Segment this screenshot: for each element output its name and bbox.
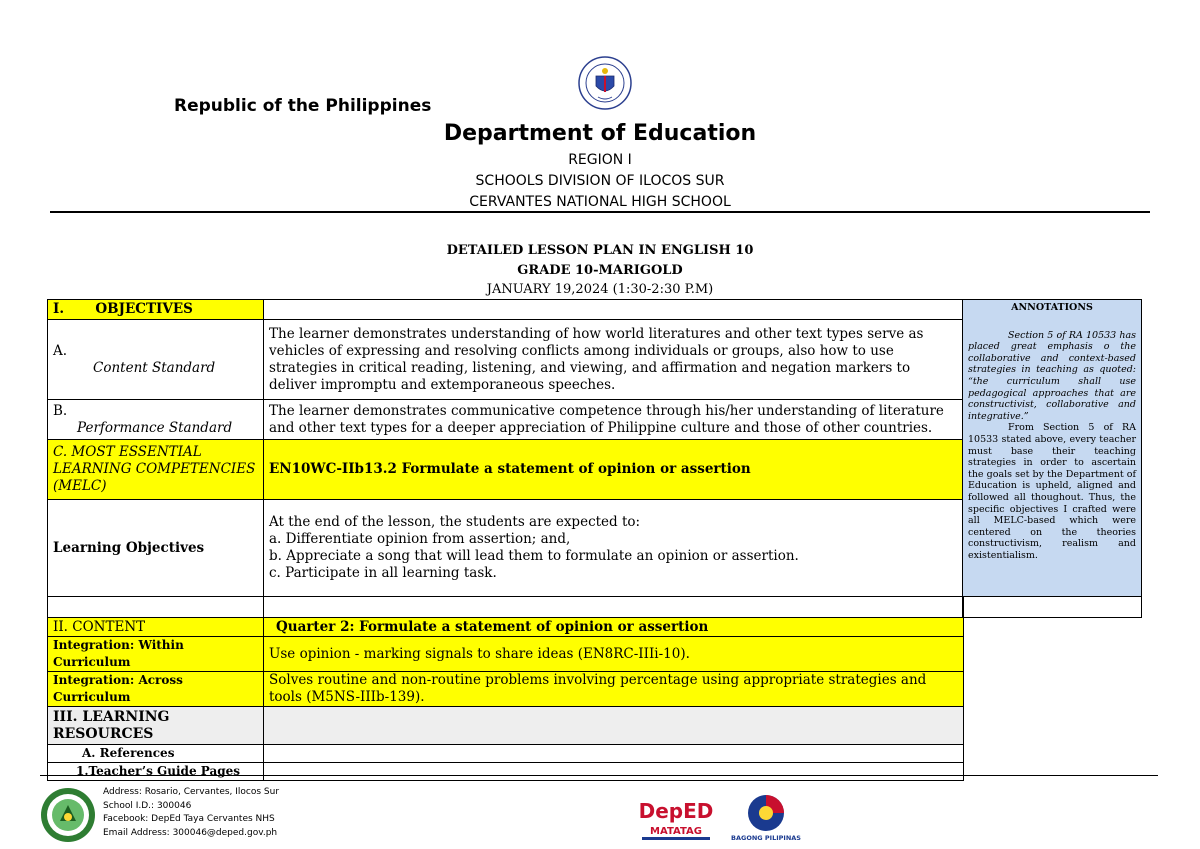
content-standard-label: Content Standard [93,359,216,376]
footer-contact-block [103,786,279,840]
within-curriculum-row [48,637,964,672]
spacer-cell [48,597,264,618]
content-standard-label-cell [48,320,264,400]
objectives-blank-cell [264,300,964,320]
footer-school-id: School I.D.: 300046 [103,800,192,811]
melc-text: EN10WC-IIb13.2 Formulate a statement of opinion or assertion [264,440,964,500]
annotation-paragraph: From Section 5 of RA 10533 stated above, every teacher must base their teaching strategies in order to ascertain the goals set by the Department of Education is upheld, aligned and followed all thoughout. Thus, the specific objectives I crafted were all MELC-based which were centered on the theories constructivism, realism and existentialism. [968,422,1136,561]
references-blank [264,745,964,763]
division-line: SCHOOLS DIVISION OF ILOCOS SUR [475,173,725,189]
melc-label: C. MOST ESSENTIAL LEARNING COMPETENCIES (MELC) [48,440,264,500]
learning-objective-item: b. Appreciate a song that will lead them to formulate an opinion or assertion. [269,548,799,564]
performance-standard-label: Performance Standard [77,419,233,436]
melc-row [48,440,964,500]
school-seal-icon [40,787,96,843]
annotations-panel [962,299,1142,597]
spacer-cell [264,597,964,618]
references-label: A. References [48,745,264,763]
annotation-paragraph: Section 5 of RA 10533 has placed great emphasis o the collaborative and context-based strategies in teaching as quoted: “the curriculum shall use pedagogical approaches that are constructivist, collaborative and integrative.” [968,329,1136,422]
learning-resources-label: III. LEARNING RESOURCES [48,707,264,745]
lesson-plan-table [47,299,964,781]
across-curriculum-text: Solves routine and non-routine problems involving percentage using appropriate strategies and tools (M5NS-IIIb-139). [264,672,964,707]
deped-matatag-logo [636,796,716,842]
region-line: REGION I [568,152,632,168]
plan-date: JANUARY 19,2024 (1:30-2:30 P.M) [486,282,714,297]
performance-standard-text: The learner demonstrates communicative competence through his/her understanding of literature and other text types for a deeper appreciation of Philippine culture and those of other countries. [264,400,964,440]
learning-objectives-row [48,500,964,597]
footer-facebook: Facebook: DepEd Taya Cervantes NHS [103,814,275,824]
footer-email: Email Address: 300046@deped.gov.ph [103,827,278,838]
learning-objectives-cell [264,500,964,597]
header-divider [50,211,1150,213]
learning-resources-row [48,707,964,745]
annotations-title: ANNOTATIONS [1011,302,1093,313]
bagong-pilipinas-text: BAGONG PILIPINAS [731,834,801,842]
annotations-spacer-cell [962,597,1142,618]
performance-standard-letter: B. [53,402,68,419]
content-label: II. CONTENT [48,618,264,637]
learning-objectives-intro: At the end of the lesson, the students are expected to: [269,514,641,530]
deped-seal-icon [578,56,632,110]
content-standard-text: The learner demonstrates understanding of how world literatures and other text types serve as vehicles of expressing and resolving conflicts among individuals or groups, also how to use strategies in critical reading, listening, and viewing, and affirmation and negation markers to deliver impromptu and extemporaneous speeches. [264,320,964,400]
within-curriculum-label: Integration: Within Curriculum [48,637,264,672]
school-line: CERVANTES NATIONAL HIGH SCHOOL [469,194,731,210]
content-text: Quarter 2: Formulate a statement of opinion or assertion [264,618,964,637]
republic-heading: Republic of the Philippines [174,96,432,116]
learning-objectives-label: Learning Objectives [48,500,264,597]
content-standard-letter: A. [53,342,68,359]
objectives-heading-cell [48,300,264,320]
learning-objective-item: c. Participate in all learning task. [269,565,497,581]
objectives-heading: OBJECTIVES [95,301,193,317]
footer-divider [40,775,1158,776]
teachers-guide-blank [264,763,964,781]
references-row [48,745,964,763]
learning-resources-blank [264,707,964,745]
across-curriculum-label: Integration: Across Curriculum [48,672,264,707]
teachers-guide-label: 1.Teacher’s Guide Pages [48,763,264,781]
bagong-pilipinas-logo [730,793,802,843]
plan-title: DETAILED LESSON PLAN IN ENGLISH 10 [446,243,754,258]
department-heading: Department of Education [443,121,757,146]
performance-standard-row [48,400,964,440]
learning-objective-item: a. Differentiate opinion from assertion; and, [269,531,571,547]
content-standard-row [48,320,964,400]
across-curriculum-row [48,672,964,707]
objectives-row [48,300,964,320]
content-row [48,618,964,637]
performance-standard-label-cell [48,400,264,440]
matatag-logo-text: MATATAG [650,826,702,837]
within-curriculum-text: Use opinion - marking signals to share ideas (EN8RC-IIIi-10). [264,637,964,672]
spacer-row [48,597,964,618]
footer-address: Address: Rosario, Cervantes, Ilocos Sur [103,787,280,797]
plan-grade: GRADE 10-MARIGOLD [517,263,683,278]
deped-logo-text: DepED [638,799,714,823]
teachers-guide-row [48,763,964,781]
objectives-number: I. [53,301,65,317]
